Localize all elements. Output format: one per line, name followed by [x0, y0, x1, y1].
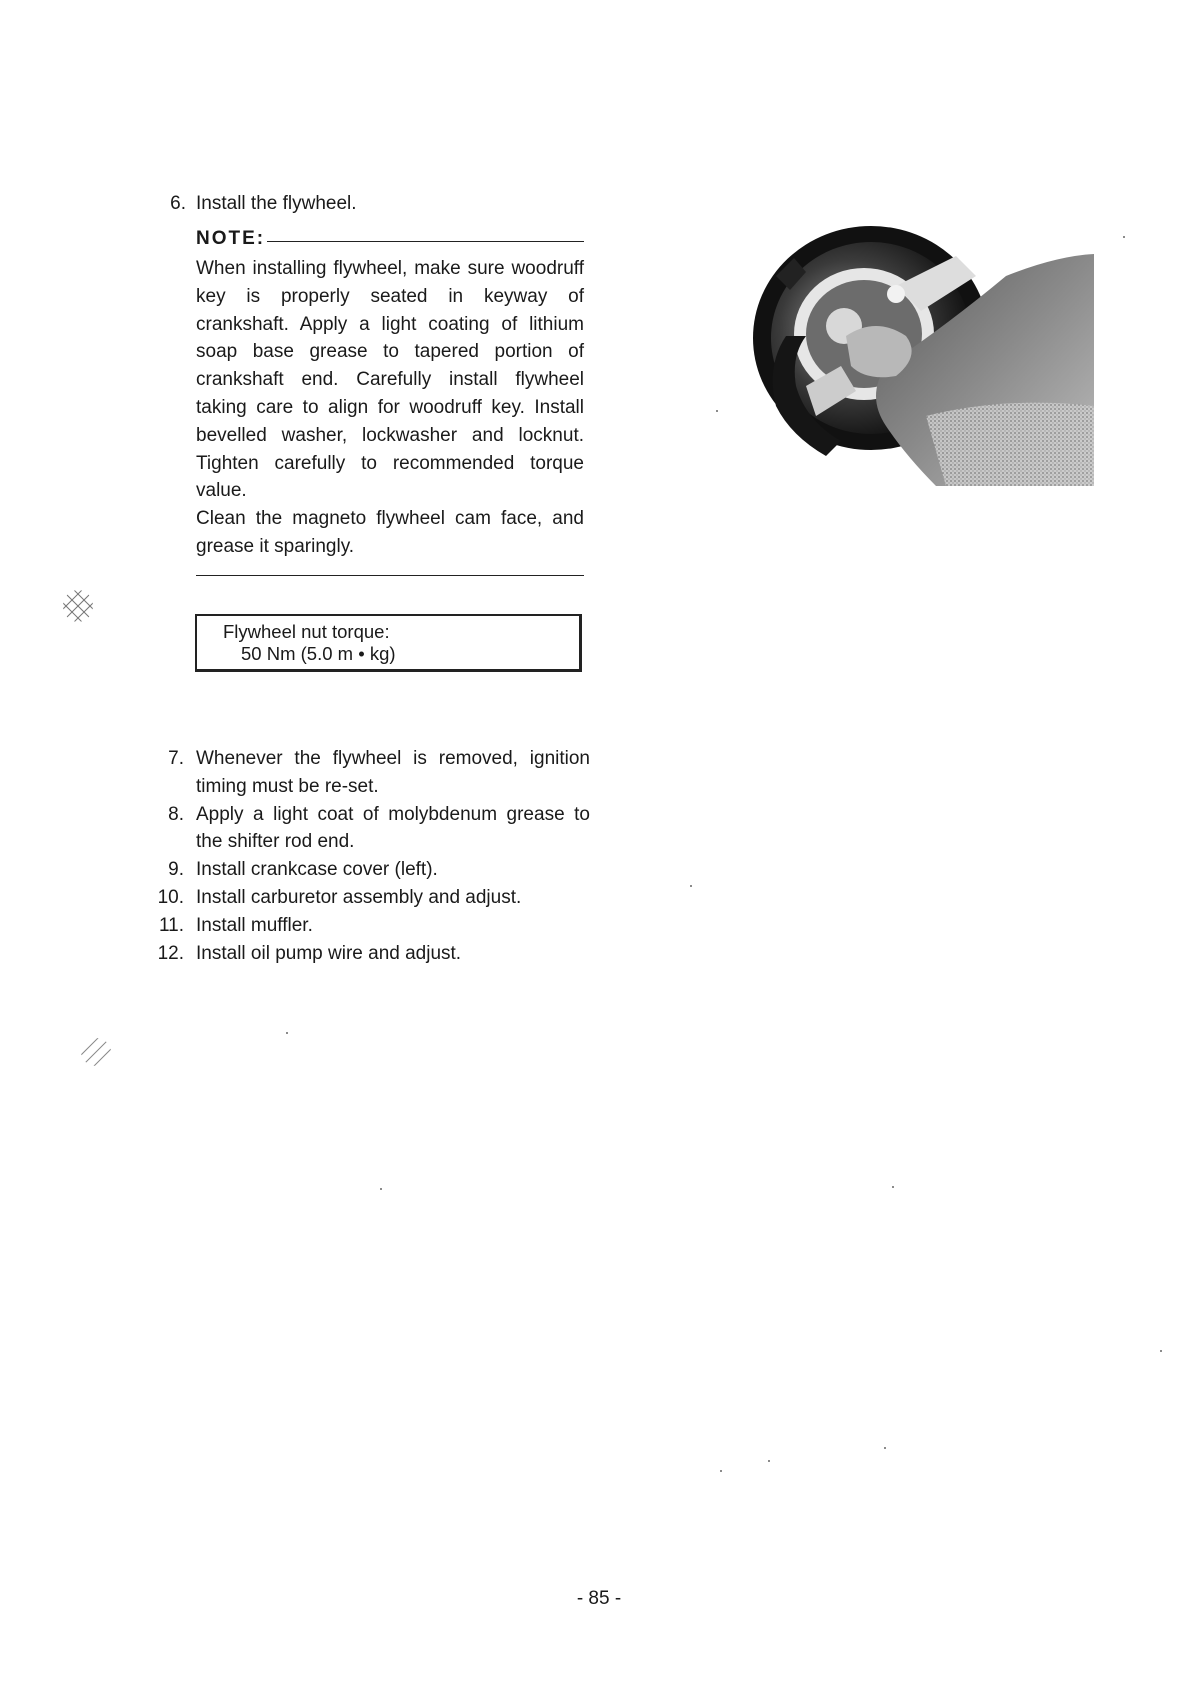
- torque-spec-box: [195, 614, 582, 672]
- step-text: Install oil pump wire and adjust.: [196, 942, 462, 964]
- list-item: [150, 856, 590, 884]
- note-divider: [267, 241, 584, 242]
- scan-speck: [768, 1460, 770, 1462]
- note-block: [196, 225, 584, 576]
- note-end-rule: [196, 575, 584, 577]
- hatch-mark-upper: [60, 588, 96, 624]
- note-paragraph: Clean the magneto flywheel cam face, and grease it sparingly.: [196, 508, 584, 557]
- step-number: 10.: [157, 886, 184, 908]
- note-header: [196, 225, 584, 253]
- list-item: [150, 884, 590, 912]
- scan-speck: [720, 1470, 722, 1472]
- list-item: [150, 912, 590, 940]
- note-heading: NOTE:: [196, 228, 266, 249]
- step-list: [150, 745, 590, 967]
- step-text: Install muffler.: [196, 914, 313, 936]
- scan-speck: [1123, 236, 1125, 238]
- step-number: 11.: [158, 914, 184, 936]
- hatch-mark-lower: [78, 1034, 114, 1070]
- step-number: 12.: [157, 942, 184, 964]
- scan-speck: [892, 1186, 894, 1188]
- page-number: - 85 -: [576, 1588, 622, 1609]
- list-item: [150, 801, 590, 857]
- scan-speck: [380, 1188, 382, 1190]
- step-number: 6.: [170, 193, 186, 214]
- step-text: Install the flywheel.: [196, 193, 357, 214]
- spec-label: Flywheel nut torque:: [223, 621, 390, 642]
- note-paragraph: When installing flywheel, make sure woodruff key is properly seated in keyway of crankshaft. Apply a light coating of lithium soap base grease to tapered portion of crankshaft end. Carefully install flywheel taking care to align for woodruff key. Install bevelled washer, lockwasher and locknut. Tighten carefully to recommended torque value.: [196, 258, 584, 502]
- list-item: [150, 940, 590, 968]
- flywheel-photo: [746, 216, 1094, 486]
- list-item: [150, 745, 590, 801]
- step-text: Apply a light coat of molybdenum grease to the shifter rod end.: [196, 803, 590, 853]
- step-number: 7.: [168, 748, 184, 769]
- scan-speck: [690, 885, 692, 887]
- scan-speck: [716, 410, 718, 412]
- scan-speck: [286, 1032, 288, 1034]
- step-number: 9.: [168, 859, 184, 881]
- step-text: Install carburetor assembly and adjust.: [196, 886, 522, 908]
- step-number: 8.: [168, 803, 184, 825]
- step-text: Install crankcase cover (left).: [196, 859, 438, 881]
- scan-speck: [1160, 1350, 1162, 1352]
- spec-value: 50 Nm (5.0 m • kg): [241, 643, 396, 664]
- note-body: [196, 255, 584, 561]
- scan-speck: [884, 1447, 886, 1449]
- step-text: Whenever the flywheel is removed, ignition timing must be re-set.: [196, 748, 590, 797]
